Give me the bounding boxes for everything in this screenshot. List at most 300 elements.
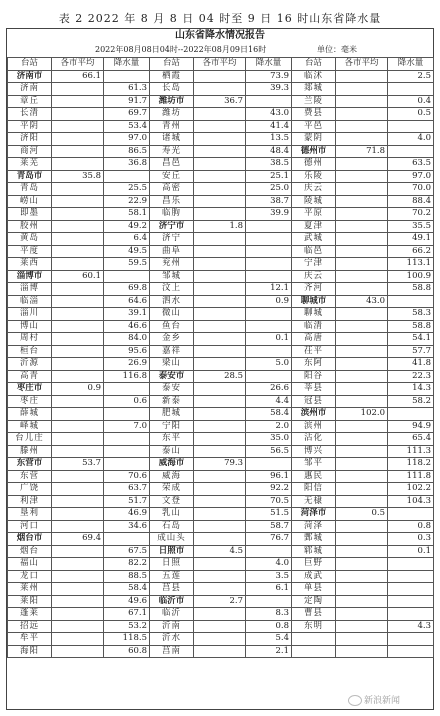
station-name-cell: 高青 — [8, 370, 52, 383]
station-name-cell: 高密 — [150, 183, 194, 196]
rainfall-cell: 25.1 — [246, 170, 292, 183]
table-row — [8, 545, 434, 558]
city-average-cell: 2.7 — [194, 595, 246, 608]
city-average-cell — [336, 158, 388, 171]
station-name-cell: 莱西 — [8, 258, 52, 271]
rainfall-cell — [246, 233, 292, 246]
city-average-cell — [52, 133, 104, 146]
station-name-cell: 郓城 — [292, 545, 336, 558]
city-average-cell — [336, 133, 388, 146]
city-average-cell — [194, 120, 246, 133]
rainfall-cell: 36.8 — [104, 158, 150, 171]
city-average-cell — [194, 83, 246, 96]
table-row — [8, 70, 434, 83]
city-average-cell — [52, 195, 104, 208]
rainfall-cell: 48.4 — [246, 145, 292, 158]
station-name-cell: 高唐 — [292, 333, 336, 346]
city-name-cell: 烟台市 — [8, 533, 52, 546]
rainfall-cell: 58.4 — [104, 583, 150, 596]
rainfall-cell: 92.2 — [246, 483, 292, 496]
city-average-cell — [336, 170, 388, 183]
city-average-cell — [336, 345, 388, 358]
table-row — [8, 520, 434, 533]
station-name-cell: 邹平 — [292, 458, 336, 471]
report-title: 山东省降水情况报告 — [175, 30, 265, 41]
station-name-cell: 即墨 — [8, 208, 52, 221]
station-name-cell: 泰山 — [150, 445, 194, 458]
table-row — [8, 645, 434, 658]
city-average-cell — [336, 308, 388, 321]
rainfall-cell — [246, 320, 292, 333]
column-header: 各市平均 — [52, 58, 104, 71]
rainfall-cell — [246, 245, 292, 258]
city-average-cell — [336, 620, 388, 633]
rainfall-cell: 58.4 — [246, 408, 292, 421]
table-row — [8, 595, 434, 608]
city-average-cell — [194, 170, 246, 183]
city-average-cell — [336, 633, 388, 646]
station-name-cell: 曹县 — [292, 608, 336, 621]
station-name-cell: 茌平 — [292, 345, 336, 358]
rainfall-cell: 58.8 — [388, 320, 434, 333]
rainfall-cell: 58.2 — [388, 395, 434, 408]
rainfall-cell: 82.2 — [104, 558, 150, 571]
rainfall-cell — [104, 533, 150, 546]
station-name-cell: 长岛 — [150, 83, 194, 96]
rainfall-cell: 4.0 — [388, 133, 434, 146]
rainfall-cell — [104, 445, 150, 458]
rainfall-cell: 2.1 — [246, 645, 292, 658]
table-row — [8, 133, 434, 146]
rainfall-cell — [388, 120, 434, 133]
city-average-cell — [52, 483, 104, 496]
station-name-cell: 淄川 — [8, 308, 52, 321]
city-average-cell — [336, 320, 388, 333]
city-average-cell — [52, 183, 104, 196]
city-average-cell — [194, 495, 246, 508]
city-average-cell: 60.1 — [52, 270, 104, 283]
city-average-cell — [52, 220, 104, 233]
station-name-cell: 蒙阴 — [292, 133, 336, 146]
rainfall-cell — [246, 458, 292, 471]
city-average-cell — [52, 245, 104, 258]
table-row — [8, 345, 434, 358]
station-name-cell: 郯城 — [292, 83, 336, 96]
rainfall-cell — [104, 433, 150, 446]
rainfall-cell: 67.5 — [104, 545, 150, 558]
city-average-cell — [52, 258, 104, 271]
station-name-cell: 河口 — [8, 520, 52, 533]
station-name-cell: 龙口 — [8, 570, 52, 583]
table-row — [8, 608, 434, 621]
city-average-cell: 69.4 — [52, 533, 104, 546]
station-name-cell: 莱阳 — [8, 595, 52, 608]
report-unit: 单位：毫米 — [317, 45, 357, 54]
city-average-cell — [52, 320, 104, 333]
city-average-cell — [194, 520, 246, 533]
rainfall-cell: 51.7 — [104, 495, 150, 508]
table-row — [8, 333, 434, 346]
station-name-cell: 宁津 — [292, 258, 336, 271]
city-average-cell — [336, 270, 388, 283]
city-average-cell — [336, 395, 388, 408]
rainfall-cell: 53.4 — [104, 120, 150, 133]
station-name-cell: 汶上 — [150, 283, 194, 296]
table-row — [8, 208, 434, 221]
rainfall-table — [7, 57, 434, 658]
table-row — [8, 395, 434, 408]
rainfall-cell — [246, 270, 292, 283]
station-name-cell: 单县 — [292, 583, 336, 596]
station-name-cell: 惠民 — [292, 470, 336, 483]
rainfall-cell — [388, 645, 434, 658]
table-row — [8, 445, 434, 458]
city-average-cell — [52, 420, 104, 433]
station-name-cell: 兖州 — [150, 258, 194, 271]
rainfall-cell: 7.0 — [104, 420, 150, 433]
station-name-cell: 庆云 — [292, 270, 336, 283]
city-average-cell — [52, 308, 104, 321]
city-average-cell — [336, 645, 388, 658]
city-average-cell — [194, 383, 246, 396]
rainfall-cell: 4.3 — [388, 620, 434, 633]
rainfall-cell: 56.5 — [246, 445, 292, 458]
city-average-cell — [194, 333, 246, 346]
table-row — [8, 220, 434, 233]
table-row — [8, 620, 434, 633]
city-name-cell: 潍坊市 — [150, 95, 194, 108]
city-average-cell — [52, 558, 104, 571]
city-name-cell: 泰安市 — [150, 370, 194, 383]
station-name-cell: 聊城 — [292, 308, 336, 321]
rainfall-cell: 58.3 — [388, 308, 434, 321]
station-name-cell: 德州 — [292, 158, 336, 171]
rainfall-cell — [104, 458, 150, 471]
rainfall-cell — [246, 220, 292, 233]
city-average-cell: 43.0 — [336, 295, 388, 308]
station-name-cell: 济南 — [8, 83, 52, 96]
city-average-cell — [52, 158, 104, 171]
city-average-cell — [52, 508, 104, 521]
table-row — [8, 308, 434, 321]
rainfall-cell: 38.7 — [246, 195, 292, 208]
station-name-cell: 庆云 — [292, 183, 336, 196]
city-average-cell — [194, 295, 246, 308]
rainfall-cell — [388, 295, 434, 308]
rainfall-cell: 0.9 — [246, 295, 292, 308]
station-name-cell: 费县 — [292, 108, 336, 121]
station-name-cell: 东营 — [8, 470, 52, 483]
station-name-cell: 安丘 — [150, 170, 194, 183]
table-row — [8, 370, 434, 383]
rainfall-cell: 70.0 — [388, 183, 434, 196]
rainfall-cell: 69.8 — [104, 283, 150, 296]
station-name-cell: 福山 — [8, 558, 52, 571]
station-name-cell: 栖霞 — [150, 70, 194, 83]
city-average-cell: 36.7 — [194, 95, 246, 108]
city-average-cell — [336, 120, 388, 133]
city-average-cell — [336, 558, 388, 571]
rainfall-cell: 6.4 — [104, 233, 150, 246]
station-name-cell: 垦利 — [8, 508, 52, 521]
city-average-cell — [194, 583, 246, 596]
city-average-cell — [336, 258, 388, 271]
station-name-cell: 沂源 — [8, 358, 52, 371]
station-name-cell: 巨野 — [292, 558, 336, 571]
city-average-cell — [194, 270, 246, 283]
city-average-cell — [194, 70, 246, 83]
city-name-cell: 日照市 — [150, 545, 194, 558]
watermark — [348, 693, 400, 706]
rainfall-cell: 61.3 — [104, 83, 150, 96]
city-average-cell — [52, 395, 104, 408]
station-name-cell: 东阿 — [292, 358, 336, 371]
station-name-cell: 无棣 — [292, 495, 336, 508]
city-average-cell — [52, 370, 104, 383]
city-average-cell — [194, 320, 246, 333]
city-average-cell — [52, 83, 104, 96]
city-average-cell — [194, 283, 246, 296]
station-name-cell: 鱼台 — [150, 320, 194, 333]
station-name-cell: 利津 — [8, 495, 52, 508]
rainfall-cell — [104, 170, 150, 183]
rainfall-cell — [104, 270, 150, 283]
rainfall-cell: 0.8 — [246, 620, 292, 633]
rainfall-cell: 58.8 — [388, 283, 434, 296]
city-average-cell — [336, 83, 388, 96]
table-row — [8, 433, 434, 446]
rainfall-cell: 3.5 — [246, 570, 292, 583]
city-average-cell — [336, 545, 388, 558]
rainfall-cell: 104.3 — [388, 495, 434, 508]
table-row — [8, 283, 434, 296]
rainfall-cell: 26.6 — [246, 383, 292, 396]
station-name-cell: 五莲 — [150, 570, 194, 583]
city-average-cell — [336, 483, 388, 496]
city-average-cell — [52, 445, 104, 458]
station-name-cell: 临沭 — [292, 70, 336, 83]
station-name-cell: 日照 — [150, 558, 194, 571]
station-name-cell: 平阴 — [8, 120, 52, 133]
city-average-cell — [336, 495, 388, 508]
city-average-cell — [194, 608, 246, 621]
station-name-cell: 沂水 — [150, 633, 194, 646]
rainfall-cell: 4.0 — [246, 558, 292, 571]
city-average-cell: 53.7 — [52, 458, 104, 471]
rainfall-cell: 5.0 — [246, 358, 292, 371]
station-name-cell: 诸城 — [150, 133, 194, 146]
city-name-cell: 聊城市 — [292, 295, 336, 308]
station-name-cell: 莱芜 — [8, 158, 52, 171]
report-subtitle — [7, 43, 433, 56]
city-average-cell — [336, 608, 388, 621]
city-average-cell — [194, 445, 246, 458]
station-name-cell: 青州 — [150, 120, 194, 133]
city-average-cell: 28.5 — [194, 370, 246, 383]
city-average-cell: 35.8 — [52, 170, 104, 183]
station-name-cell: 夏津 — [292, 220, 336, 233]
station-name-cell: 东平 — [150, 433, 194, 446]
city-average-cell — [52, 120, 104, 133]
city-average-cell — [52, 295, 104, 308]
city-average-cell — [194, 258, 246, 271]
table-row — [8, 183, 434, 196]
city-average-cell — [52, 345, 104, 358]
station-name-cell: 沂南 — [150, 620, 194, 633]
table-row — [8, 295, 434, 308]
station-name-cell: 莒县 — [150, 583, 194, 596]
station-name-cell: 临邑 — [292, 245, 336, 258]
rainfall-cell — [388, 595, 434, 608]
rainfall-cell — [388, 145, 434, 158]
city-average-cell — [336, 420, 388, 433]
station-name-cell: 泗水 — [150, 295, 194, 308]
rainfall-cell: 100.9 — [388, 270, 434, 283]
station-name-cell: 肥城 — [150, 408, 194, 421]
city-average-cell — [336, 570, 388, 583]
rainfall-cell: 46.9 — [104, 508, 150, 521]
station-name-cell: 武城 — [292, 233, 336, 246]
table-row — [8, 83, 434, 96]
station-name-cell: 莒南 — [150, 645, 194, 658]
station-name-cell: 泰安 — [150, 383, 194, 396]
rainfall-cell: 63.7 — [104, 483, 150, 496]
rainfall-cell: 95.6 — [104, 345, 150, 358]
station-name-cell: 邹城 — [150, 270, 194, 283]
rainfall-cell: 22.3 — [388, 370, 434, 383]
city-average-cell — [52, 570, 104, 583]
rainfall-cell: 0.6 — [104, 395, 150, 408]
column-header: 台站 — [292, 58, 336, 71]
city-average-cell — [52, 595, 104, 608]
station-name-cell: 梁山 — [150, 358, 194, 371]
station-name-cell: 乳山 — [150, 508, 194, 521]
city-average-cell — [336, 245, 388, 258]
city-average-cell — [336, 583, 388, 596]
table-row — [8, 358, 434, 371]
rainfall-cell: 46.6 — [104, 320, 150, 333]
rainfall-cell: 97.0 — [104, 133, 150, 146]
rainfall-cell: 76.7 — [246, 533, 292, 546]
rainfall-cell: 118.2 — [388, 458, 434, 471]
city-average-cell: 79.3 — [194, 458, 246, 471]
rainfall-cell: 41.4 — [246, 120, 292, 133]
city-average-cell — [194, 345, 246, 358]
station-name-cell: 招远 — [8, 620, 52, 633]
table-row — [8, 633, 434, 646]
table-row — [8, 95, 434, 108]
city-name-cell: 临沂市 — [150, 595, 194, 608]
rainfall-cell: 41.8 — [388, 358, 434, 371]
station-name-cell: 莱州 — [8, 583, 52, 596]
station-name-cell: 宁阳 — [150, 420, 194, 433]
station-name-cell: 成山头 — [150, 533, 194, 546]
rainfall-cell: 84.0 — [104, 333, 150, 346]
city-average-cell — [52, 233, 104, 246]
city-average-cell — [194, 183, 246, 196]
rainfall-cell: 0.4 — [388, 95, 434, 108]
column-header: 降水量 — [104, 58, 150, 71]
rainfall-cell — [246, 595, 292, 608]
table-row — [8, 195, 434, 208]
station-name-cell: 乐陵 — [292, 170, 336, 183]
city-average-cell — [52, 645, 104, 658]
station-name-cell: 新泰 — [150, 395, 194, 408]
rainfall-cell: 97.0 — [388, 170, 434, 183]
city-name-cell: 济南市 — [8, 70, 52, 83]
rainfall-cell: 67.1 — [104, 608, 150, 621]
station-name-cell: 石岛 — [150, 520, 194, 533]
city-average-cell — [336, 183, 388, 196]
city-average-cell — [194, 133, 246, 146]
station-name-cell: 阳谷 — [292, 370, 336, 383]
rainfall-cell — [388, 570, 434, 583]
rainfall-cell: 35.5 — [388, 220, 434, 233]
rainfall-cell: 0.3 — [388, 533, 434, 546]
station-name-cell: 章丘 — [8, 95, 52, 108]
table-row — [8, 158, 434, 171]
city-average-cell — [194, 645, 246, 658]
city-average-cell — [52, 633, 104, 646]
rainfall-cell — [388, 408, 434, 421]
rainfall-cell: 63.5 — [388, 158, 434, 171]
station-name-cell: 商河 — [8, 145, 52, 158]
city-average-cell — [52, 283, 104, 296]
city-average-cell — [336, 283, 388, 296]
column-header: 降水量 — [388, 58, 434, 71]
station-name-cell: 寿光 — [150, 145, 194, 158]
rainfall-cell: 38.5 — [246, 158, 292, 171]
watermark-text: 新浪新闻 — [363, 696, 400, 706]
station-name-cell: 临清 — [292, 320, 336, 333]
city-average-cell — [52, 495, 104, 508]
table-header-row — [8, 58, 434, 71]
rainfall-cell: 54.1 — [388, 333, 434, 346]
city-average-cell — [194, 633, 246, 646]
city-average-cell: 66.1 — [52, 70, 104, 83]
rainfall-cell: 94.9 — [388, 420, 434, 433]
rainfall-cell: 49.6 — [104, 595, 150, 608]
table-row — [8, 170, 434, 183]
rainfall-cell: 57.7 — [388, 345, 434, 358]
station-name-cell: 台儿庄 — [8, 433, 52, 446]
city-name-cell: 青岛市 — [8, 170, 52, 183]
rainfall-cell: 102.2 — [388, 483, 434, 496]
rainfall-cell — [246, 95, 292, 108]
station-name-cell — [292, 645, 336, 658]
city-average-cell — [52, 95, 104, 108]
city-average-cell — [194, 308, 246, 321]
station-name-cell: 昌邑 — [150, 158, 194, 171]
rainfall-cell: 49.2 — [104, 220, 150, 233]
rainfall-cell: 70.2 — [388, 208, 434, 221]
rainfall-cell: 111.3 — [388, 445, 434, 458]
city-average-cell — [52, 145, 104, 158]
station-name-cell: 烟台 — [8, 545, 52, 558]
rainfall-cell: 13.5 — [246, 133, 292, 146]
rainfall-cell: 65.4 — [388, 433, 434, 446]
station-name-cell: 临沂 — [150, 608, 194, 621]
city-average-cell — [336, 333, 388, 346]
station-name-cell: 微山 — [150, 308, 194, 321]
rainfall-cell: 118.5 — [104, 633, 150, 646]
table-row — [8, 495, 434, 508]
city-name-cell: 枣庄市 — [8, 383, 52, 396]
rainfall-cell: 12.1 — [246, 283, 292, 296]
city-average-cell — [194, 420, 246, 433]
weibo-logo-icon — [348, 695, 362, 706]
rainfall-cell: 25.0 — [246, 183, 292, 196]
